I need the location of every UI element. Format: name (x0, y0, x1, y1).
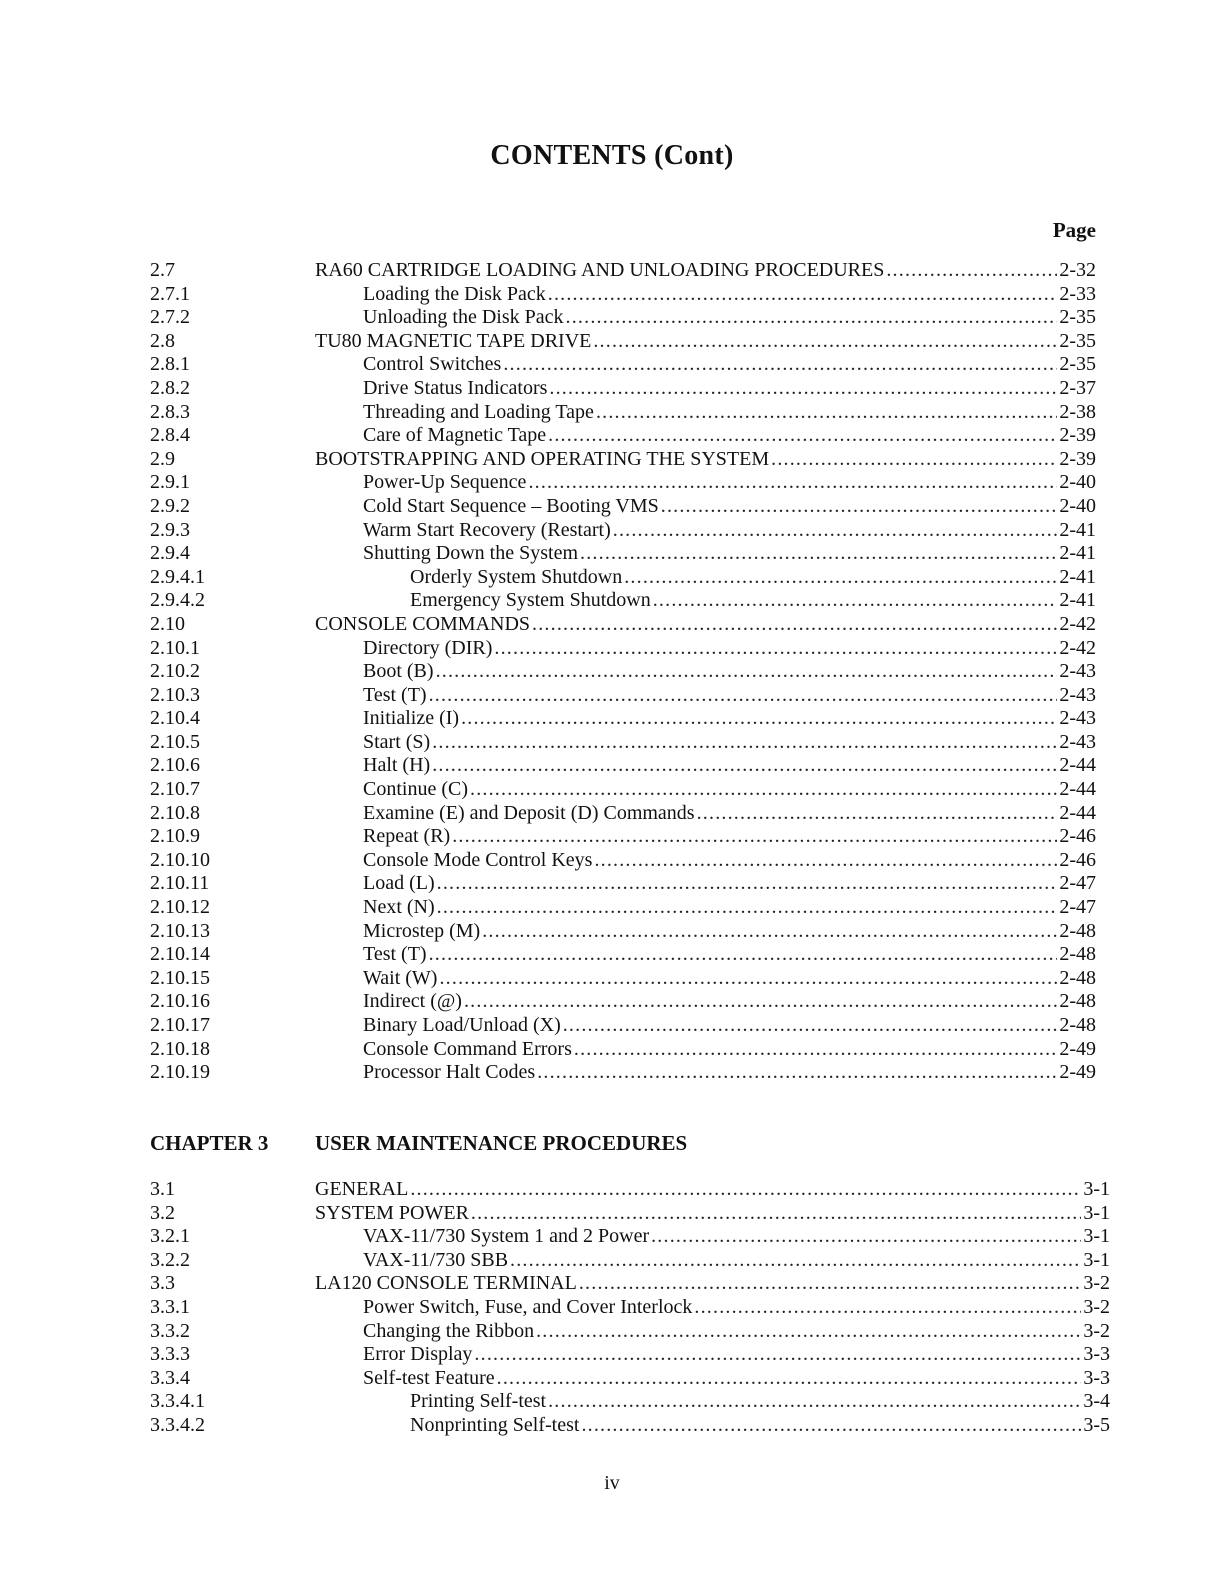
toc-entry-line (363, 920, 1096, 944)
toc-entry-line (363, 707, 1096, 731)
section-number: 2.8 (150, 329, 175, 352)
toc-entry (150, 283, 1096, 307)
dot-leader (624, 566, 1057, 590)
toc-entry-line (363, 731, 1096, 755)
section-title: Nonprinting Self-test (410, 1413, 580, 1436)
dot-leader (694, 1296, 1081, 1320)
section-title: VAX-11/730 System 1 and 2 Power (363, 1225, 650, 1248)
section-title: Power-Up Sequence (363, 471, 527, 494)
toc-entry-line (363, 1249, 1110, 1273)
section-number: 3.3.1 (150, 1295, 190, 1318)
page-number: 2-44 (1059, 754, 1096, 777)
dot-leader (661, 495, 1058, 519)
toc-entry-line (363, 1343, 1110, 1367)
page-number: 2-38 (1059, 400, 1096, 423)
toc-entry-line (363, 802, 1096, 826)
toc-entry (150, 542, 1096, 566)
page-number: 2-48 (1059, 919, 1096, 942)
section-title: Next (N) (363, 896, 435, 919)
section-number: 2.9.4.1 (150, 565, 205, 588)
section-title: Warm Start Recovery (Restart) (363, 518, 611, 541)
toc-entry-line (363, 377, 1096, 401)
section-title: Directory (DIR) (363, 636, 493, 659)
section-title: RA60 CARTRIDGE LOADING AND UNLOADING PROCEDURES (315, 259, 885, 281)
section-number: 2.10.13 (150, 919, 210, 942)
toc-entry (150, 259, 1096, 283)
page-number: 2-32 (1059, 259, 1096, 281)
toc-entry-line (410, 1414, 1110, 1438)
toc-entry-line (410, 566, 1096, 590)
section-number: 2.7 (150, 259, 175, 281)
page-number: 2-41 (1059, 518, 1096, 541)
toc-entry (150, 872, 1096, 896)
dot-leader (497, 1367, 1082, 1391)
toc-entry-line (363, 825, 1096, 849)
page-number: 2-41 (1059, 542, 1096, 565)
section-title: VAX-11/730 SBB (363, 1248, 509, 1271)
toc-entry (150, 660, 1096, 684)
toc-entry (150, 896, 1096, 920)
section-title: Halt (H) (363, 754, 431, 777)
dot-leader (410, 1178, 1081, 1202)
section-number: 2.8.1 (150, 353, 190, 376)
dot-leader (494, 637, 1057, 661)
section-number: 2.10.10 (150, 848, 210, 871)
toc-chapter-2-list (150, 259, 1096, 1085)
section-number: 2.10.15 (150, 966, 210, 989)
section-title: Error Display (363, 1343, 473, 1366)
toc-entry-line (363, 637, 1096, 661)
toc-entry-line (363, 1367, 1110, 1391)
page-number: 2-48 (1059, 1014, 1096, 1036)
page-number: 3-1 (1083, 1225, 1110, 1248)
dot-leader (596, 401, 1057, 425)
dot-leader (452, 825, 1057, 849)
page-number: 2-42 (1059, 636, 1096, 659)
section-number: 3.3.3 (150, 1343, 190, 1366)
toc-entry (150, 471, 1096, 495)
toc-entry (150, 1367, 1110, 1391)
toc-entry-line (363, 401, 1096, 425)
toc-entry-line (363, 495, 1096, 519)
page-number: 2-46 (1059, 825, 1096, 848)
section-number: 2.10.17 (150, 1014, 210, 1036)
chapter-heading (150, 1130, 1110, 1156)
toc-entry-line (363, 943, 1096, 967)
dot-leader (503, 353, 1057, 377)
chapter-label: CHAPTER 3 (150, 1131, 269, 1155)
page-number-footer: iv (604, 1472, 620, 1494)
section-title: BOOTSTRAPPING AND OPERATING THE SYSTEM (315, 447, 770, 470)
section-title: Unloading the Disk Pack (363, 306, 564, 329)
toc-entry (150, 1038, 1096, 1062)
section-title: Indirect (@) (363, 990, 462, 1013)
page-number: 2-42 (1059, 612, 1096, 635)
toc-entry (150, 1061, 1096, 1085)
toc-entry (150, 990, 1096, 1014)
section-title: Emergency System Shutdown (410, 589, 651, 612)
toc-entry-line (363, 896, 1096, 920)
page-number: 3-1 (1083, 1178, 1110, 1200)
section-number: 2.10.6 (150, 754, 200, 777)
section-number: 2.10.18 (150, 1037, 210, 1060)
dot-leader (461, 707, 1057, 731)
section-title: Changing the Ribbon (363, 1319, 535, 1342)
page-number: 2-44 (1059, 778, 1096, 801)
page-number: 2-48 (1059, 943, 1096, 966)
section-title: SYSTEM POWER (315, 1201, 469, 1224)
section-number: 2.10.9 (150, 825, 200, 848)
dot-leader (613, 519, 1058, 543)
toc-entry-line (363, 1014, 1096, 1038)
page-number: 2-37 (1059, 376, 1096, 399)
dot-leader (429, 943, 1058, 967)
page-number: 2-43 (1059, 683, 1096, 706)
dot-leader (653, 589, 1058, 613)
toc-entry-line (363, 1320, 1110, 1344)
toc-entry-line (363, 1225, 1110, 1249)
section-number: 2.7.1 (150, 282, 190, 305)
section-number: 3.3.4 (150, 1366, 190, 1389)
chapter-title: USER MAINTENANCE PROCEDURES (315, 1131, 688, 1155)
dot-leader (437, 896, 1058, 920)
section-title: Cold Start Sequence – Booting VMS (363, 494, 659, 517)
section-title: TU80 MAGNETIC TAPE DRIVE (315, 329, 592, 352)
section-title: Boot (B) (363, 660, 434, 683)
page-column-heading: Page (1052, 218, 1096, 242)
section-title: Processor Halt Codes (363, 1061, 536, 1084)
page-number: 3-2 (1083, 1295, 1110, 1318)
dot-leader (548, 1390, 1081, 1414)
section-number: 2.8.4 (150, 424, 190, 447)
page-number: 3-2 (1083, 1319, 1110, 1342)
toc-entry-line (315, 1202, 1110, 1226)
page-number: 2-33 (1059, 282, 1096, 305)
section-number: 2.9 (150, 447, 175, 470)
dot-leader (549, 377, 1057, 401)
section-title: CONSOLE COMMANDS (315, 612, 531, 635)
section-number: 3.3.4.2 (150, 1413, 205, 1436)
section-number: 2.9.4.2 (150, 589, 205, 612)
dot-leader (580, 542, 1057, 566)
toc-entry (150, 849, 1096, 873)
dot-leader (471, 1202, 1081, 1226)
section-number: 2.7.2 (150, 306, 190, 329)
toc-entry-line (363, 542, 1096, 566)
page-number: 3-2 (1083, 1272, 1110, 1295)
dot-leader (651, 1225, 1081, 1249)
section-number: 2.10.12 (150, 896, 210, 919)
toc-entry (150, 637, 1096, 661)
toc-entry (150, 1320, 1110, 1344)
page-number: 2-40 (1059, 494, 1096, 517)
toc-entry (150, 566, 1096, 590)
toc-entry-line (363, 353, 1096, 377)
dot-leader (579, 1272, 1081, 1296)
dot-leader (563, 1014, 1058, 1038)
toc-entry (150, 1249, 1110, 1273)
section-number: 2.10.19 (150, 1061, 210, 1084)
dot-leader (432, 754, 1057, 778)
dot-leader (566, 306, 1058, 330)
section-title: Test (T) (363, 943, 427, 966)
toc-entry-line (410, 589, 1096, 613)
section-number: 2.8.2 (150, 376, 190, 399)
dot-leader (439, 967, 1057, 991)
toc-entry (150, 1343, 1110, 1367)
section-title: Initialize (I) (363, 707, 460, 730)
toc-entry-line (363, 424, 1096, 448)
section-title: Binary Load/Unload (X) (363, 1014, 561, 1036)
toc-entry-line (315, 259, 1096, 283)
toc-entry-line (363, 778, 1096, 802)
toc-entry-line (363, 990, 1096, 1014)
toc-entry-line (315, 613, 1096, 637)
dot-leader (482, 920, 1057, 944)
toc-entry (150, 707, 1096, 731)
section-number: 2.10.8 (150, 801, 200, 824)
section-title: Examine (E) and Deposit (D) Commands (363, 801, 695, 824)
section-number: 3.3.2 (150, 1319, 190, 1342)
toc-entry (150, 1296, 1110, 1320)
dot-leader (474, 1343, 1081, 1367)
toc-entry (150, 1390, 1110, 1414)
page-number: 2-48 (1059, 990, 1096, 1013)
page-number: 3-3 (1083, 1343, 1110, 1366)
toc-entry (150, 754, 1096, 778)
toc-entry (150, 353, 1096, 377)
toc-entry (150, 1225, 1110, 1249)
dot-leader (464, 990, 1057, 1014)
page-number: 3-5 (1083, 1413, 1110, 1436)
toc-entry-line (363, 1061, 1096, 1085)
section-number: 2.10.5 (150, 730, 200, 753)
section-title: Load (L) (363, 872, 435, 895)
toc-entry (150, 967, 1096, 991)
dot-leader (697, 802, 1058, 826)
section-title: Printing Self-test (410, 1390, 547, 1413)
toc-entry (150, 920, 1096, 944)
page-number: 2-35 (1059, 306, 1096, 329)
section-title: Orderly System Shutdown (410, 565, 623, 588)
toc-entry (150, 495, 1096, 519)
page-number: 2-41 (1059, 565, 1096, 588)
page-number: 2-39 (1059, 447, 1096, 470)
section-title: Test (T) (363, 683, 427, 706)
section-number: 2.10.1 (150, 636, 200, 659)
page-number: 2-43 (1059, 707, 1096, 730)
section-number: 3.2.1 (150, 1225, 190, 1248)
dot-leader (436, 660, 1058, 684)
toc-entry (150, 377, 1096, 401)
toc-entry-line (363, 872, 1096, 896)
toc-entry-line (363, 967, 1096, 991)
page-title: CONTENTS (Cont) (490, 140, 734, 171)
dot-leader (536, 1320, 1081, 1344)
toc-entry (150, 589, 1096, 613)
dot-leader (574, 1038, 1057, 1062)
toc-entry (150, 519, 1096, 543)
page-number: 2-40 (1059, 471, 1096, 494)
toc-entry (150, 613, 1096, 637)
section-title: Care of Magnetic Tape (363, 424, 547, 447)
section-title: Self-test Feature (363, 1366, 495, 1389)
toc-entry-line (363, 471, 1096, 495)
toc-entry-line (363, 1296, 1110, 1320)
dot-leader (548, 424, 1057, 448)
toc-entry (150, 1272, 1110, 1296)
dot-leader (532, 613, 1057, 637)
toc-entry-line (363, 660, 1096, 684)
section-number: 2.10.11 (150, 872, 210, 895)
toc-entry (150, 778, 1096, 802)
toc-entry-line (315, 330, 1096, 354)
toc-entry-line (363, 519, 1096, 543)
section-number: 2.8.3 (150, 400, 190, 423)
section-title: Continue (C) (363, 778, 468, 801)
section-number: 2.10.4 (150, 707, 200, 730)
page-number: 3-1 (1083, 1248, 1110, 1271)
section-title: Loading the Disk Pack (363, 282, 546, 305)
section-title: Control Switches (363, 353, 502, 376)
dot-leader (771, 448, 1057, 472)
section-number: 2.10.2 (150, 660, 200, 683)
dot-leader (528, 471, 1057, 495)
toc-entry-line (363, 306, 1096, 330)
section-title: Repeat (R) (363, 825, 451, 848)
section-number: 2.10.7 (150, 778, 200, 801)
toc-entry-line (363, 283, 1096, 307)
section-number: 2.10.3 (150, 683, 200, 706)
toc-entry-line (315, 1272, 1110, 1296)
toc-entry (150, 448, 1096, 472)
toc-entry (150, 1202, 1110, 1226)
toc-entry-line (363, 754, 1096, 778)
section-number: 3.3.4.1 (150, 1390, 205, 1413)
dot-leader (537, 1061, 1057, 1085)
page-number: 2-43 (1059, 730, 1096, 753)
section-number: 3.1 (150, 1178, 175, 1200)
toc-entry (150, 1178, 1110, 1202)
dot-leader (432, 731, 1057, 755)
section-title: Console Mode Control Keys (363, 848, 593, 871)
page-number: 2-49 (1059, 1037, 1096, 1060)
toc-entry (150, 825, 1096, 849)
section-title: Wait (W) (363, 966, 438, 989)
dot-leader (429, 684, 1058, 708)
page-number: 2-48 (1059, 966, 1096, 989)
toc-chapter-3-list (150, 1178, 1110, 1438)
section-number: 3.2.2 (150, 1248, 190, 1271)
toc-entry-line (363, 684, 1096, 708)
page-number: 2-43 (1059, 660, 1096, 683)
section-number: 3.2 (150, 1201, 175, 1224)
toc-entry (150, 424, 1096, 448)
page-number: 2-35 (1059, 329, 1096, 352)
section-number: 2.9.2 (150, 494, 190, 517)
toc-entry-line (315, 1178, 1110, 1202)
section-title: Shutting Down the System (363, 542, 579, 565)
toc-entry (150, 306, 1096, 330)
section-title: Microstep (M) (363, 919, 481, 942)
toc-entry (150, 330, 1096, 354)
page-number: 2-39 (1059, 424, 1096, 447)
section-title: Power Switch, Fuse, and Cover Interlock (363, 1295, 693, 1318)
section-number: 3.3 (150, 1272, 175, 1295)
dot-leader (886, 259, 1057, 283)
section-number: 2.9.4 (150, 542, 190, 565)
page-number: 2-41 (1059, 589, 1096, 612)
page-number: 3-4 (1083, 1390, 1110, 1413)
page-number: 3-1 (1083, 1201, 1110, 1224)
section-title: Threading and Loading Tape (363, 400, 594, 423)
page-number: 2-47 (1059, 896, 1096, 919)
toc-entry (150, 1414, 1110, 1438)
page-number: 2-46 (1059, 848, 1096, 871)
dot-leader (510, 1249, 1081, 1273)
toc-entry (150, 1014, 1096, 1038)
toc-entry (150, 802, 1096, 826)
section-title: Start (S) (363, 730, 431, 753)
section-number: 2.9.3 (150, 518, 190, 541)
section-title: Console Command Errors (363, 1037, 572, 1060)
section-title: GENERAL (315, 1178, 409, 1200)
dot-leader (470, 778, 1057, 802)
toc-entry (150, 731, 1096, 755)
page-number: 2-35 (1059, 353, 1096, 376)
toc-entry-line (410, 1390, 1110, 1414)
section-title: LA120 CONSOLE TERMINAL (315, 1272, 577, 1295)
section-number: 2.10.16 (150, 990, 210, 1013)
page-number: 3-3 (1083, 1366, 1110, 1389)
dot-leader (548, 283, 1058, 307)
toc-entry (150, 943, 1096, 967)
section-number: 2.10.14 (150, 943, 210, 966)
section-number: 2.10 (150, 612, 185, 635)
toc-entry-line (363, 849, 1096, 873)
dot-leader (437, 872, 1058, 896)
page-number: 2-44 (1059, 801, 1096, 824)
section-number: 2.9.1 (150, 471, 190, 494)
toc-entry (150, 684, 1096, 708)
dot-leader (594, 849, 1057, 873)
page-number: 2-47 (1059, 872, 1096, 895)
toc-entry-line (315, 448, 1096, 472)
page-number: 2-49 (1059, 1061, 1096, 1084)
section-title: Drive Status Indicators (363, 376, 548, 399)
toc-entry-line (363, 1038, 1096, 1062)
dot-leader (593, 330, 1057, 354)
toc-entry (150, 401, 1096, 425)
dot-leader (581, 1414, 1081, 1438)
